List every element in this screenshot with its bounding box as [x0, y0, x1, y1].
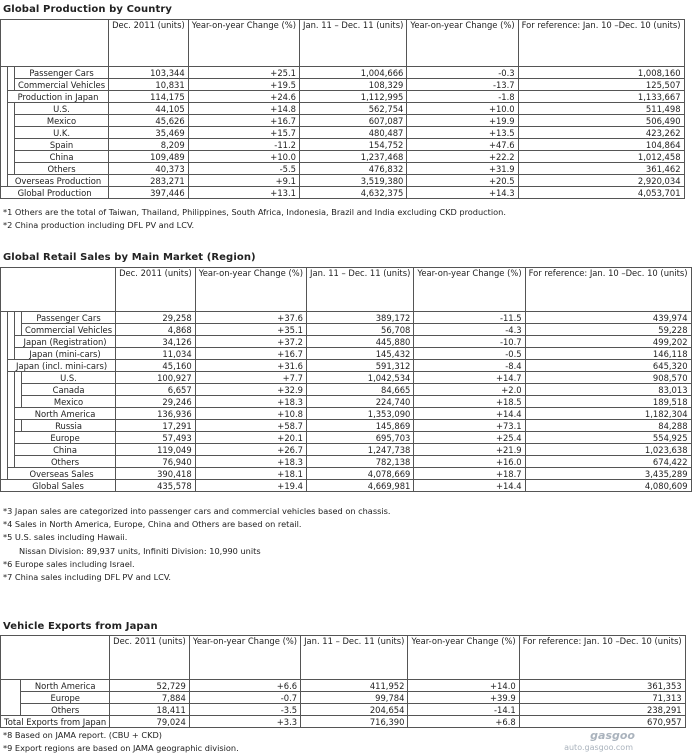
- cell: 1,012,458: [518, 151, 684, 163]
- row-label: Japan (Registration): [15, 336, 116, 348]
- row-label: North America: [21, 680, 110, 692]
- cell: 1,023,638: [525, 444, 691, 456]
- cell: 1,247,738: [306, 444, 413, 456]
- cell: +13.5: [407, 127, 518, 139]
- cell: 554,925: [525, 432, 691, 444]
- cell: 423,262: [518, 127, 684, 139]
- cell: 10,831: [109, 79, 189, 91]
- cell: 238,291: [519, 704, 685, 716]
- retail-table: [0, 267, 692, 492]
- table-row: [1, 456, 692, 468]
- table-row: [1, 384, 692, 396]
- retail-header-jan-dec: Jan. 11 – Dec. 11 (units): [306, 268, 413, 312]
- table-row: [1, 704, 686, 716]
- cell: +16.7: [188, 115, 299, 127]
- table-row: [1, 680, 686, 692]
- row-label: U.K.: [15, 127, 109, 139]
- cell: 674,422: [525, 456, 691, 468]
- cell: 562,754: [299, 103, 406, 115]
- retail-title: Global Retail Sales by Main Market (Region): [3, 252, 256, 263]
- row-label: North America: [15, 408, 116, 420]
- row-label: U.S.: [15, 103, 109, 115]
- production-title: Global Production by Country: [3, 4, 172, 15]
- cell: -11.5: [414, 312, 525, 324]
- retail-header-dec: Dec. 2011 (units): [116, 268, 196, 312]
- cell: 390,418: [116, 468, 196, 480]
- cell: 435,578: [116, 480, 196, 492]
- cell: 476,832: [299, 163, 406, 175]
- table-row: [1, 324, 692, 336]
- row-label: Europe: [21, 692, 110, 704]
- exports-header-yoy2: Year-on-year Change (%): [408, 636, 519, 680]
- cell: 716,390: [301, 716, 408, 728]
- row-label: Production in Japan: [8, 91, 109, 103]
- cell: 34,126: [116, 336, 196, 348]
- cell: 411,952: [301, 680, 408, 692]
- note: *4 Sales in North America, Europe, China and Others are based on retail.: [3, 519, 302, 530]
- cell: 782,138: [306, 456, 413, 468]
- row-label: China: [15, 444, 116, 456]
- cell: +10.8: [195, 408, 306, 420]
- retail-header-row: [1, 268, 692, 312]
- note: *3 Japan sales are categorized into passenger cars and commercial vehicles based on chassis.: [3, 506, 391, 516]
- cell: +14.0: [408, 680, 519, 692]
- cell: 1,182,304: [525, 408, 691, 420]
- watermark-url: auto.gasgoo.com: [564, 743, 633, 752]
- exports-table: [0, 635, 686, 728]
- cell: 908,570: [525, 372, 691, 384]
- cell: 224,740: [306, 396, 413, 408]
- exports-header-row: [1, 636, 686, 680]
- note: *9 Export regions are based on JAMA geographic division.: [3, 743, 239, 754]
- cell: 84,288: [525, 420, 691, 432]
- exports-header-reference: For reference: Jan. 10 –Dec. 10 (units): [519, 636, 685, 680]
- cell: 35,469: [109, 127, 189, 139]
- row-label: Others: [21, 704, 110, 716]
- row-label: Overseas Production: [8, 175, 109, 187]
- cell: 154,752: [299, 139, 406, 151]
- table-row: [1, 432, 692, 444]
- exports-title: Vehicle Exports from Japan: [3, 621, 158, 632]
- watermark-logo: gasgoo: [590, 729, 635, 742]
- cell: +21.9: [414, 444, 525, 456]
- cell: 511,498: [518, 103, 684, 115]
- cell: 204,654: [301, 704, 408, 716]
- cell: 1,008,160: [518, 67, 684, 79]
- cell: 7,884: [110, 692, 190, 704]
- table-row: [1, 444, 692, 456]
- cell: 695,703: [306, 432, 413, 444]
- cell: 361,462: [518, 163, 684, 175]
- cell: -1.8: [407, 91, 518, 103]
- cell: 1,353,090: [306, 408, 413, 420]
- cell: +10.0: [188, 151, 299, 163]
- table-row: [1, 348, 692, 360]
- cell: 189,518: [525, 396, 691, 408]
- table-row: [1, 151, 685, 163]
- cell: +31.9: [407, 163, 518, 175]
- table-row: [1, 692, 686, 704]
- table-row: [1, 103, 685, 115]
- cell: 76,940: [116, 456, 196, 468]
- production-header-row: [1, 20, 685, 67]
- cell: 4,868: [116, 324, 196, 336]
- cell: -8.4: [414, 360, 525, 372]
- row-label: Others: [15, 163, 109, 175]
- row-label: Passenger Cars: [22, 312, 116, 324]
- cell: +6.8: [408, 716, 519, 728]
- row-label: Commercial Vehicles: [15, 79, 109, 91]
- cell: +24.6: [188, 91, 299, 103]
- retail-header-yoy1: Year-on-year Change (%): [195, 268, 306, 312]
- cell: 146,118: [525, 348, 691, 360]
- cell: +37.2: [195, 336, 306, 348]
- cell: +10.0: [407, 103, 518, 115]
- cell: +19.9: [407, 115, 518, 127]
- cell: 44,105: [109, 103, 189, 115]
- cell: 670,957: [519, 716, 685, 728]
- cell: 71,313: [519, 692, 685, 704]
- retail-header-yoy2: Year-on-year Change (%): [414, 268, 525, 312]
- cell: +14.8: [188, 103, 299, 115]
- cell: 29,258: [116, 312, 196, 324]
- note: *2 China production including DFL PV and LCV.: [3, 220, 195, 231]
- cell: +14.4: [414, 480, 525, 492]
- cell: -0.5: [414, 348, 525, 360]
- row-label: Russia: [22, 420, 116, 432]
- cell: 57,493: [116, 432, 196, 444]
- row-label: Passenger Cars: [15, 67, 109, 79]
- cell: 104,864: [518, 139, 684, 151]
- row-label: Europe: [15, 432, 116, 444]
- cell: +32.9: [195, 384, 306, 396]
- cell: 59,228: [525, 324, 691, 336]
- table-row: [1, 312, 692, 324]
- cell: 56,708: [306, 324, 413, 336]
- row-label: Japan (mini-cars): [15, 348, 116, 360]
- table-row: [1, 468, 692, 480]
- cell: 8,209: [109, 139, 189, 151]
- cell: 439,974: [525, 312, 691, 324]
- cell: +15.7: [188, 127, 299, 139]
- cell: +13.1: [188, 187, 299, 199]
- cell: +6.6: [189, 680, 300, 692]
- table-row: [1, 139, 685, 151]
- table-row: [1, 79, 685, 91]
- row-label: Japan (incl. mini-cars): [8, 360, 116, 372]
- row-label: U.S.: [22, 372, 116, 384]
- table-row: [1, 163, 685, 175]
- cell: 119,049: [116, 444, 196, 456]
- note: *8 Based on JAMA report. (CBU + CKD): [3, 730, 162, 740]
- table-row: [1, 336, 692, 348]
- cell: 145,869: [306, 420, 413, 432]
- cell: 4,078,669: [306, 468, 413, 480]
- cell: 591,312: [306, 360, 413, 372]
- cell: +58.7: [195, 420, 306, 432]
- note: *6 Europe sales including Israel.: [3, 558, 135, 569]
- exports-header-jan-dec: Jan. 11 – Dec. 11 (units): [301, 636, 408, 680]
- cell: 125,507: [518, 79, 684, 91]
- cell: +35.1: [195, 324, 306, 336]
- cell: 397,446: [109, 187, 189, 199]
- cell: 389,172: [306, 312, 413, 324]
- cell: -10.7: [414, 336, 525, 348]
- cell: 45,160: [116, 360, 196, 372]
- production-header-reference: For reference: Jan. 10 –Dec. 10 (units): [518, 20, 684, 67]
- cell: +14.3: [407, 187, 518, 199]
- cell: 18,411: [110, 704, 190, 716]
- cell: -0.3: [407, 67, 518, 79]
- cell: 4,669,981: [306, 480, 413, 492]
- table-row: [1, 716, 686, 728]
- cell: 103,344: [109, 67, 189, 79]
- cell: 499,202: [525, 336, 691, 348]
- cell: 109,489: [109, 151, 189, 163]
- cell: 114,175: [109, 91, 189, 103]
- cell: -14.1: [408, 704, 519, 716]
- table-row: [1, 360, 692, 372]
- cell: +2.0: [414, 384, 525, 396]
- cell: +18.3: [195, 456, 306, 468]
- exports-header-yoy1: Year-on-year Change (%): [189, 636, 300, 680]
- cell: 607,087: [299, 115, 406, 127]
- retail-notes: [3, 505, 391, 584]
- row-label: Canada: [22, 384, 116, 396]
- table-row: [1, 175, 685, 187]
- cell: 79,024: [110, 716, 190, 728]
- cell: 99,784: [301, 692, 408, 704]
- cell: -13.7: [407, 79, 518, 91]
- cell: 100,927: [116, 372, 196, 384]
- cell: 4,632,375: [299, 187, 406, 199]
- cell: -3.5: [189, 704, 300, 716]
- cell: +31.6: [195, 360, 306, 372]
- cell: +14.7: [414, 372, 525, 384]
- row-label: Mexico: [15, 115, 109, 127]
- cell: 645,320: [525, 360, 691, 372]
- row-label: Mexico: [22, 396, 116, 408]
- cell: +37.6: [195, 312, 306, 324]
- cell: 1,112,995: [299, 91, 406, 103]
- note: Nissan Division: 89,937 units, Infiniti Division: 10,990 units: [19, 545, 261, 556]
- cell: 45,626: [109, 115, 189, 127]
- table-row: [1, 420, 692, 432]
- cell: +47.6: [407, 139, 518, 151]
- cell: +19.5: [188, 79, 299, 91]
- exports-header-dec: Dec. 2011 (units): [110, 636, 190, 680]
- production-table: [0, 19, 685, 199]
- cell: +25.1: [188, 67, 299, 79]
- row-label: Others: [15, 456, 116, 468]
- cell: +73.1: [414, 420, 525, 432]
- cell: 52,729: [110, 680, 190, 692]
- cell: -4.3: [414, 324, 525, 336]
- cell: +7.7: [195, 372, 306, 384]
- production-header-dec: Dec. 2011 (units): [109, 20, 189, 67]
- cell: 506,490: [518, 115, 684, 127]
- cell: 4,080,609: [525, 480, 691, 492]
- cell: 145,432: [306, 348, 413, 360]
- table-row: [1, 127, 685, 139]
- cell: +9.1: [188, 175, 299, 187]
- row-label: Global Production: [1, 187, 109, 199]
- table-row: [1, 396, 692, 408]
- production-header-yoy2: Year-on-year Change (%): [407, 20, 518, 67]
- cell: 1,042,534: [306, 372, 413, 384]
- table-row: [1, 480, 692, 492]
- cell: +18.3: [195, 396, 306, 408]
- table-row: [1, 91, 685, 103]
- cell: 84,665: [306, 384, 413, 396]
- cell: +19.4: [195, 480, 306, 492]
- cell: 1,133,667: [518, 91, 684, 103]
- cell: 6,657: [116, 384, 196, 396]
- production-notes: [3, 206, 506, 232]
- cell: 4,053,701: [518, 187, 684, 199]
- cell: 83,013: [525, 384, 691, 396]
- table-row: [1, 372, 692, 384]
- cell: 11,034: [116, 348, 196, 360]
- cell: +26.7: [195, 444, 306, 456]
- note: *5 U.S. sales including Hawaii.: [3, 532, 128, 543]
- cell: 136,936: [116, 408, 196, 420]
- cell: +16.7: [195, 348, 306, 360]
- cell: 361,353: [519, 680, 685, 692]
- cell: 40,373: [109, 163, 189, 175]
- cell: 108,329: [299, 79, 406, 91]
- cell: 1,237,468: [299, 151, 406, 163]
- cell: -11.2: [188, 139, 299, 151]
- row-label: China: [15, 151, 109, 163]
- cell: +18.5: [414, 396, 525, 408]
- cell: +20.5: [407, 175, 518, 187]
- cell: 29,246: [116, 396, 196, 408]
- cell: +16.0: [414, 456, 525, 468]
- cell: +39.9: [408, 692, 519, 704]
- row-label: Overseas Sales: [8, 468, 116, 480]
- cell: 3,519,380: [299, 175, 406, 187]
- table-row: [1, 67, 685, 79]
- note: *1 Others are the total of Taiwan, Thailand, Philippines, South Africa, Indonesia, Brazil and India excluding CKD production.: [3, 207, 506, 217]
- cell: +18.1: [195, 468, 306, 480]
- production-header-jan-dec: Jan. 11 – Dec. 11 (units): [299, 20, 406, 67]
- cell: 1,004,666: [299, 67, 406, 79]
- cell: 283,271: [109, 175, 189, 187]
- cell: 3,435,289: [525, 468, 691, 480]
- cell: -0.7: [189, 692, 300, 704]
- table-row: [1, 408, 692, 420]
- cell: 2,920,034: [518, 175, 684, 187]
- cell: +20.1: [195, 432, 306, 444]
- cell: -5.5: [188, 163, 299, 175]
- cell: 17,291: [116, 420, 196, 432]
- row-label: Total Exports from Japan: [1, 716, 110, 728]
- cell: +3.3: [189, 716, 300, 728]
- cell: +18.7: [414, 468, 525, 480]
- table-row: [1, 187, 685, 199]
- row-label: Global Sales: [1, 480, 116, 492]
- table-row: [1, 115, 685, 127]
- cell: 445,880: [306, 336, 413, 348]
- row-label: Spain: [15, 139, 109, 151]
- cell: +14.4: [414, 408, 525, 420]
- cell: +25.4: [414, 432, 525, 444]
- cell: +22.2: [407, 151, 518, 163]
- retail-header-reference: For reference: Jan. 10 –Dec. 10 (units): [525, 268, 691, 312]
- production-header-yoy1: Year-on-year Change (%): [188, 20, 299, 67]
- exports-notes: [3, 729, 239, 755]
- cell: 480,487: [299, 127, 406, 139]
- row-label: Commercial Vehicles: [22, 324, 116, 336]
- note: *7 China sales including DFL PV and LCV.: [3, 572, 171, 583]
